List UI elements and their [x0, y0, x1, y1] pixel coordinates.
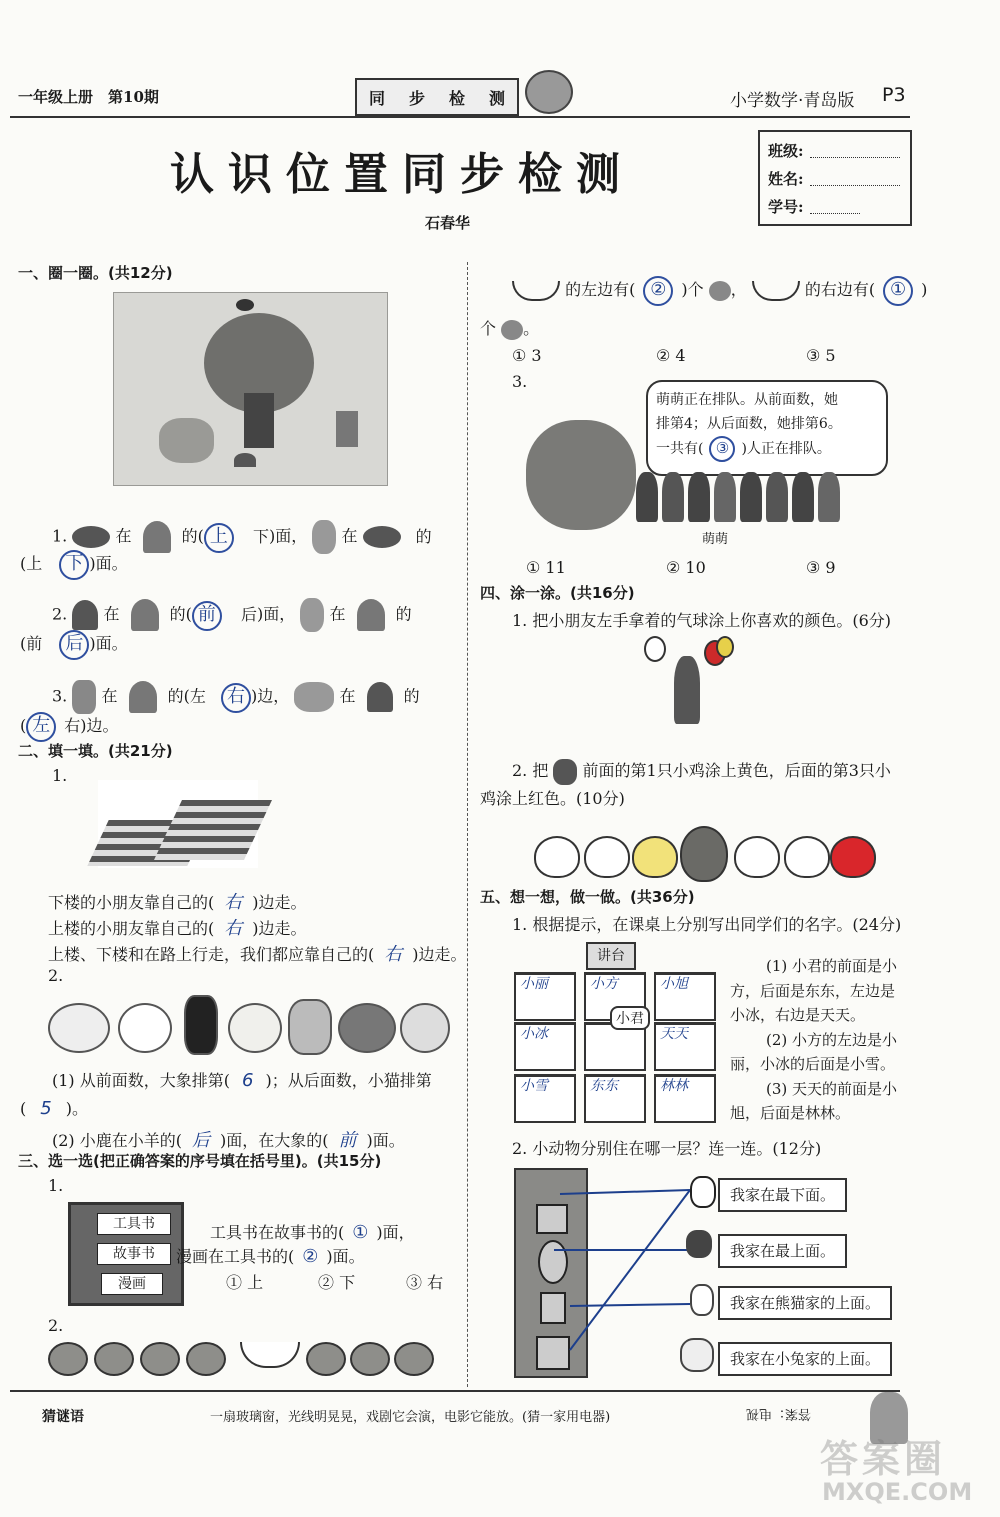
home-message: 我家在熊猫家的上面。	[718, 1286, 892, 1320]
q1-1-t3: )面，	[269, 526, 308, 546]
desk[interactable]	[654, 972, 716, 1021]
s4-q2-b: 前面的第1只小鸡涂上黄色，后面的第3只小	[582, 761, 891, 780]
bubble-line3	[656, 436, 878, 462]
s2-q2-a-close: )。	[65, 1099, 88, 1118]
book-comics: 漫画	[101, 1273, 163, 1295]
handwritten-answer[interactable]: 后	[192, 1130, 210, 1151]
squirrel-icon	[686, 1230, 712, 1258]
class-field[interactable]	[810, 156, 900, 158]
s2-q2-a-line1	[52, 1068, 432, 1091]
name-field[interactable]	[810, 184, 900, 186]
desk[interactable]	[654, 1022, 716, 1071]
q1-2-line1	[52, 598, 412, 632]
q1-1-line2	[20, 550, 128, 580]
puppy-icon	[680, 1338, 714, 1372]
issue-label: 一年级上册 第10期	[18, 88, 159, 106]
home-message: 我家在最下面。	[718, 1178, 847, 1212]
q1-2-opt-b: 后	[241, 604, 258, 624]
q1-2-t1: 在	[103, 604, 120, 624]
banner	[355, 78, 519, 116]
classroom	[506, 942, 726, 1122]
desk-name: 小冰	[520, 1026, 548, 1042]
page-number: P3	[882, 84, 906, 106]
q1-1-open: (上	[20, 554, 43, 573]
q1-1-num: 1.	[52, 526, 68, 546]
q1-3-line2: ( 左 右)边。	[20, 712, 119, 742]
s2-q2-b-post: )面。	[366, 1131, 405, 1150]
column-divider	[467, 262, 468, 1387]
s2-q2-a-open: (	[20, 1099, 27, 1118]
q1-3-close: 右)边。	[64, 716, 119, 735]
s2-q2-a-pre: (1) 从前面数，大象排第(	[52, 1071, 230, 1090]
child-icon	[792, 472, 814, 522]
s2-q2-b-pre: (2) 小鹿在小羊的(	[52, 1131, 182, 1150]
handwritten-answer[interactable]: 右	[384, 944, 403, 965]
answer-circle[interactable]: ③	[709, 436, 735, 462]
s2-q1-l2-post: )边走。	[252, 919, 307, 938]
tree-icon	[357, 599, 385, 631]
s4-q2-line2: 鸡涂上红色。(10分)	[480, 789, 625, 808]
q1-2-open: (前	[20, 634, 43, 653]
book-stories: 故事书	[97, 1243, 171, 1265]
s2-q1-l3-pre: 上楼、下楼和在路上行走，我们都应靠自己的(	[48, 945, 375, 964]
tree-icon	[129, 681, 157, 713]
handwritten-answer[interactable]: 6	[242, 1070, 254, 1091]
q1-1-line1	[52, 520, 432, 554]
s5-q1: 1. 根据提示，在课桌上分别写出同学们的名字。(24分)	[512, 915, 902, 934]
desk[interactable]	[514, 1074, 576, 1123]
banner-char: 同	[368, 88, 385, 108]
s3-q1-option-1[interactable]: ① 上	[226, 1273, 264, 1292]
connect-line[interactable]	[570, 1190, 690, 1350]
hint-line: 丽，小冰的后面是小雪。	[730, 1055, 896, 1073]
handwritten-answer[interactable]: ①	[352, 1222, 369, 1243]
hint-line: (1) 小君的前面是小	[766, 957, 898, 975]
home-message: 我家在最上面。	[718, 1234, 847, 1268]
s3-q2-line1: 的左边有( ② )个 ， 的右边有( ① )	[512, 276, 927, 306]
connect-line[interactable]	[570, 1304, 690, 1306]
desk-name: 小雪	[520, 1078, 548, 1094]
children-line	[636, 472, 856, 524]
watermark-url: MXQE.COM	[822, 1478, 973, 1506]
balloon-icon	[716, 636, 734, 658]
s3-q2-l1-a: 的左边有(	[565, 280, 636, 299]
s4-q2-a: 2. 把	[512, 761, 549, 780]
tree-icon	[143, 521, 171, 553]
s2-q1-line1	[48, 888, 307, 914]
rooster-icon	[553, 759, 577, 785]
q1-1-t4: 在	[341, 526, 358, 546]
answer-circle[interactable]: 前	[192, 601, 222, 631]
handwritten-answer[interactable]: 右	[224, 892, 243, 913]
riddle-text: 一扇玻璃窗，光线明晃晃，戏剧它会演，电影它能放。(猜一家用电器)	[210, 1410, 611, 1425]
xiaojun-label: 小君	[610, 1006, 650, 1030]
panda-icon	[690, 1176, 716, 1208]
s2-q2-a-line2	[20, 1096, 88, 1119]
s3-q1-line2	[176, 1244, 365, 1267]
deer-icon	[336, 411, 358, 447]
answer-circle[interactable]: 下	[59, 550, 89, 580]
q1-3-t1: 在	[101, 686, 118, 706]
q1-3-num: 3.	[52, 686, 68, 706]
banner-char: 步	[408, 88, 425, 108]
desk[interactable]	[584, 1074, 646, 1123]
forest-scene	[113, 292, 388, 486]
peach-icon	[709, 281, 731, 301]
home-message: 我家在小兔家的上面。	[718, 1342, 892, 1376]
bird-icon	[72, 526, 110, 548]
child-icon	[714, 472, 736, 522]
s2-q2-b	[52, 1126, 405, 1152]
s2-q1-l2-pre: 上楼的小朋友靠自己的(	[48, 919, 215, 938]
bird-icon	[363, 526, 401, 548]
s3-q2-num: 2.	[48, 1316, 64, 1335]
hint-line: 小冰，右边是天天。	[730, 1006, 866, 1024]
s3-q3-option-2[interactable]: ② 10	[666, 558, 706, 577]
chick-icon-red[interactable]	[830, 836, 876, 878]
q1-3-t5: 的	[403, 686, 420, 706]
book-tools: 工具书	[97, 1213, 171, 1235]
q1-2-t3: )面，	[257, 604, 296, 624]
cow-icon	[48, 1003, 110, 1053]
child-icon	[688, 472, 710, 522]
rabbit-icon	[690, 1284, 714, 1316]
hint-line: 方，后面是东东，左边是	[730, 981, 896, 1000]
q1-1-t2: 的(	[181, 526, 204, 546]
bird-icon	[236, 299, 254, 311]
banner-char: 检	[448, 88, 465, 108]
chick-icon[interactable]	[734, 836, 780, 878]
q1-2-num: 2.	[52, 604, 68, 624]
s3-q2-option-3[interactable]: ③ 5	[806, 346, 836, 365]
class-label: 班级:	[768, 142, 804, 160]
mengmeng-label: 萌萌	[702, 532, 729, 547]
peach-icon	[140, 1342, 180, 1376]
s2-q1-l1-post: )边走。	[252, 893, 307, 912]
hint-line: 旭，后面是林林。	[730, 1104, 851, 1122]
deer-icon	[288, 999, 332, 1055]
peach-icon	[48, 1342, 88, 1376]
child-icon	[766, 472, 788, 522]
balloon-girl	[640, 636, 730, 728]
rooster-icon	[680, 826, 728, 882]
speech-bubble	[646, 380, 888, 476]
id-label: 学号:	[768, 198, 804, 216]
q1-2-line2	[20, 630, 128, 660]
s3-q2-l1-b: )个	[681, 280, 704, 299]
riddle-answer: 答案：电视	[746, 1406, 812, 1421]
child-icon	[740, 472, 762, 522]
riddle-label: 猜谜语	[42, 1409, 84, 1425]
s2-q1-line2	[48, 914, 307, 940]
rabbit-icon	[300, 598, 324, 632]
desk[interactable]	[514, 972, 576, 1021]
desk-name: 小丽	[520, 976, 548, 992]
podium: 讲台	[586, 942, 636, 970]
desk-name: 小旭	[660, 976, 688, 992]
s3-q1-option-2[interactable]: ② 下	[318, 1273, 356, 1292]
banner-char: 测	[488, 88, 505, 108]
elephant-icon	[159, 418, 214, 463]
s2-q1-l3-post: )边走。	[412, 945, 467, 964]
desk[interactable]	[514, 1022, 576, 1071]
child-icon	[662, 472, 684, 522]
sheep-icon	[228, 1003, 282, 1053]
s3-q3-num: 3.	[512, 372, 528, 391]
chick-icon[interactable]	[534, 836, 580, 878]
s3-q1-l1-pre: 工具书在故事书的(	[210, 1223, 345, 1242]
subject-label: 小学数学·青岛版	[730, 91, 855, 111]
balloon-icon	[644, 636, 666, 662]
s3-q2-line2: 个 。	[480, 319, 540, 338]
s2-q2-b-mid: )面，在大象的(	[220, 1131, 329, 1150]
girl-icon	[674, 656, 700, 724]
id-field[interactable]	[810, 212, 860, 214]
s5-hints	[730, 954, 897, 1126]
answer-circle[interactable]: 后	[59, 630, 89, 660]
deer-icon	[72, 680, 96, 714]
q1-3-t2: 的(左	[167, 686, 206, 706]
answer-circle[interactable]: 上	[204, 523, 234, 553]
footer	[10, 1390, 900, 1436]
section3-heading: 三、选一选(把正确答案的序号填在括号里)。(共15分)	[18, 1152, 382, 1170]
s3-q2-l1-c: 的右边有(	[804, 280, 876, 299]
name-label: 姓名:	[768, 170, 804, 188]
child-icon	[818, 472, 840, 522]
bubble-line1: 萌萌正在排队。从前面数，她	[656, 392, 838, 408]
chick-icon[interactable]	[584, 836, 630, 878]
tree-icon	[131, 599, 159, 631]
peach-icon	[306, 1342, 346, 1376]
s3-q1-l2-post: )面。	[326, 1247, 365, 1266]
s3-q1-option-3[interactable]: ③ 右	[406, 1273, 444, 1292]
handwritten-answer[interactable]: ②	[302, 1246, 319, 1267]
mushroom-icon	[234, 453, 256, 467]
bush	[526, 420, 636, 530]
header-rule	[10, 116, 910, 118]
stair-right	[154, 800, 272, 860]
rabbit-icon	[312, 520, 336, 554]
hint-line: (3) 天天的前面是小	[766, 1079, 898, 1098]
desk[interactable]	[654, 1074, 716, 1123]
tree-trunk	[244, 393, 274, 448]
banana-icon	[512, 281, 560, 301]
peach-icon	[501, 320, 523, 340]
staircase-scene	[98, 780, 258, 868]
header-bar	[10, 78, 910, 118]
animal-queue	[48, 995, 458, 1057]
s3-q1-num: 1.	[48, 1176, 64, 1195]
hint-line: (2) 小方的左边是小	[766, 1030, 898, 1049]
s4-q1: 1. 把小朋友左手拿着的气球涂上你喜欢的颜色。(6分)	[512, 611, 892, 630]
q1-1-t1: 在	[115, 526, 132, 546]
bubble-line2: 排第4；从后面数，她排第6。	[656, 416, 842, 432]
q1-1-close: )面。	[89, 554, 128, 573]
bubble-l3-a: 一共有(	[656, 441, 704, 457]
s2-q1-num: 1.	[52, 766, 68, 785]
desk-name: 小方	[590, 976, 618, 992]
s2-q1-line3	[48, 940, 467, 966]
elephant-icon	[338, 1003, 396, 1053]
fruit-row	[48, 1338, 458, 1378]
q1-1-opt-b: 下	[253, 526, 270, 546]
handwritten-answer[interactable]: 5	[40, 1098, 52, 1119]
s5-q2: 2. 小动物分别住在哪一层？连一连。(12分)	[512, 1139, 822, 1158]
section4-heading: 四、涂一涂。(共16分)	[480, 584, 635, 602]
s2-q1-l1-pre: 下楼的小朋友靠自己的(	[48, 893, 215, 912]
section1-heading: 一、圈一圈。(共12分)	[18, 264, 173, 282]
peach-icon	[350, 1342, 390, 1376]
s2-q2-num: 2.	[48, 966, 64, 985]
watermark: 答案圈	[820, 1437, 947, 1481]
s3-q2-option-2[interactable]: ② 4	[656, 346, 686, 365]
student-info-box	[758, 130, 912, 226]
handwritten-answer[interactable]: 前	[338, 1130, 357, 1151]
chick-icon-yellow[interactable]	[632, 836, 678, 878]
banana-icon	[752, 281, 800, 301]
mushroom-icon	[367, 682, 393, 712]
section2-heading: 二、填一填。(共21分)	[18, 742, 173, 760]
s3-q1-l1-post: )面，	[376, 1223, 415, 1242]
peach-icon	[186, 1342, 226, 1376]
q1-2-close: )面。	[89, 634, 128, 653]
answer-circle[interactable]: 右	[221, 683, 251, 713]
queue-scene	[516, 380, 876, 550]
desk-name: 天天	[660, 1026, 688, 1042]
s3-q2-l1-d: )	[921, 280, 928, 299]
desk-name: 东东	[590, 1078, 618, 1094]
cat-icon	[184, 995, 218, 1055]
s3-q3-option-1[interactable]: ① 11	[526, 558, 566, 577]
connect-line[interactable]	[560, 1190, 690, 1194]
bubble-l3-b: )人正在排队。	[741, 441, 831, 457]
page-title: 认识位置同步检测	[170, 149, 634, 200]
q1-2-t4: 在	[329, 604, 346, 624]
s3-q1-line1	[210, 1220, 415, 1243]
answer-circle[interactable]: 左	[26, 712, 56, 742]
handwritten-answer[interactable]: 右	[224, 918, 243, 939]
bookshelf	[68, 1202, 184, 1306]
chick-icon[interactable]	[784, 836, 830, 878]
s3-q2-l2: 个	[480, 319, 497, 338]
peach-icon	[394, 1342, 434, 1376]
q1-1-t5: 的	[415, 526, 432, 546]
q1-3-t4: 在	[339, 686, 356, 706]
answer-circle[interactable]: ②	[643, 276, 673, 306]
author: 石春华	[425, 214, 471, 232]
elephant-icon	[294, 682, 334, 712]
section5-heading: 五、想一想，做一做。(共36分)	[480, 888, 695, 906]
q1-2-t5: 的	[395, 604, 412, 624]
s3-q3-option-3[interactable]: ③ 9	[806, 558, 836, 577]
child-icon	[636, 472, 658, 522]
chick-row	[534, 826, 874, 882]
q1-3-t3: )边，	[251, 686, 290, 706]
answer-circle[interactable]: ①	[883, 276, 913, 306]
mushroom-icon	[72, 600, 98, 630]
dog-icon	[118, 1003, 172, 1053]
lion-icon	[525, 70, 573, 114]
desk-name: 林林	[660, 1078, 688, 1094]
lion-icon	[400, 1003, 450, 1053]
banana-icon	[240, 1342, 300, 1368]
s3-q2-option-1[interactable]: ① 3	[512, 346, 542, 365]
s2-q2-a-mid: )；从后面数，小猫排第	[265, 1071, 432, 1090]
s3-q1-l2-pre: 漫画在工具书的(	[176, 1247, 295, 1266]
peach-icon	[94, 1342, 134, 1376]
q1-3-line1	[52, 680, 420, 714]
q1-2-t2: 的(	[169, 604, 192, 624]
s4-q2-line1	[512, 758, 891, 785]
